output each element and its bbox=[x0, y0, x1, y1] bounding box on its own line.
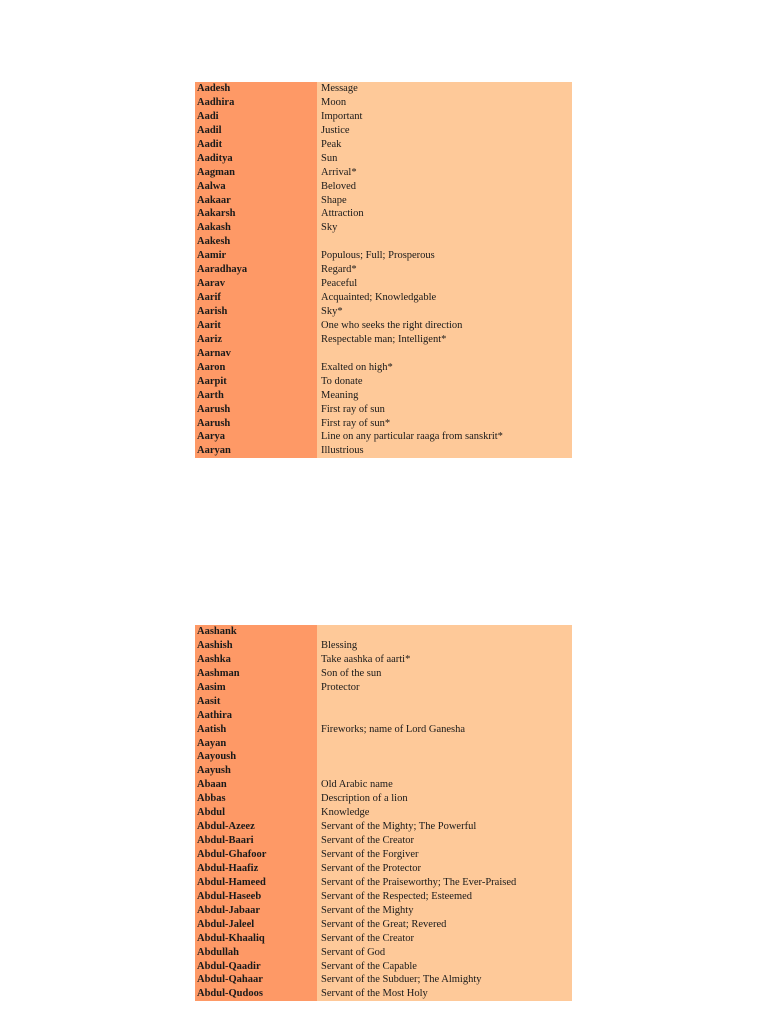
table-row bbox=[195, 904, 572, 918]
table-row bbox=[195, 918, 572, 932]
name-cell: Aashman bbox=[195, 667, 317, 681]
name-cell: Aarit bbox=[195, 319, 317, 333]
name-cell: Aagman bbox=[195, 166, 317, 180]
table-row bbox=[195, 834, 572, 848]
meaning-cell: Description of a lion bbox=[317, 792, 572, 806]
name-cell: Abdul-Jabaar bbox=[195, 904, 317, 918]
meaning-cell bbox=[317, 347, 572, 361]
meaning-cell: First ray of sun* bbox=[317, 417, 572, 431]
meaning-cell: Take aashka of aarti* bbox=[317, 653, 572, 667]
table-row bbox=[195, 444, 572, 458]
meaning-cell: Peaceful bbox=[317, 277, 572, 291]
name-cell: Aathira bbox=[195, 709, 317, 723]
meaning-cell: Servant of the Capable bbox=[317, 960, 572, 974]
meaning-cell bbox=[317, 625, 572, 639]
name-cell: Aakarsh bbox=[195, 207, 317, 221]
name-cell: Aarush bbox=[195, 417, 317, 431]
name-cell: Aaradhaya bbox=[195, 263, 317, 277]
meaning-cell: Line on any particular raaga from sanskrit* bbox=[317, 430, 572, 444]
table-row bbox=[195, 249, 572, 263]
name-cell: Abdul-Ghafoor bbox=[195, 848, 317, 862]
table-row bbox=[195, 166, 572, 180]
meaning-cell: Servant of God bbox=[317, 946, 572, 960]
names-table-1 bbox=[195, 82, 572, 458]
meaning-cell bbox=[317, 709, 572, 723]
meaning-cell: Shape bbox=[317, 194, 572, 208]
meaning-cell: Servant of the Protector bbox=[317, 862, 572, 876]
name-cell: Abdul-Qudoos bbox=[195, 987, 317, 1001]
name-cell: Aamir bbox=[195, 249, 317, 263]
meaning-cell: Servant of the Great; Revered bbox=[317, 918, 572, 932]
table-row bbox=[195, 639, 572, 653]
meaning-cell: Acquainted; Knowledgable bbox=[317, 291, 572, 305]
name-cell: Abdullah bbox=[195, 946, 317, 960]
meaning-cell: Regard* bbox=[317, 263, 572, 277]
name-cell: Abbas bbox=[195, 792, 317, 806]
meaning-cell: Message bbox=[317, 82, 572, 96]
meaning-cell bbox=[317, 695, 572, 709]
name-cell: Abdul-Baari bbox=[195, 834, 317, 848]
table-row bbox=[195, 737, 572, 751]
table-row bbox=[195, 291, 572, 305]
meaning-cell: Servant of the Most Holy bbox=[317, 987, 572, 1001]
name-cell: Aarpit bbox=[195, 375, 317, 389]
meaning-cell: Son of the sun bbox=[317, 667, 572, 681]
name-cell: Aarish bbox=[195, 305, 317, 319]
table-row bbox=[195, 82, 572, 96]
table-row bbox=[195, 806, 572, 820]
table-row bbox=[195, 389, 572, 403]
table-row bbox=[195, 375, 572, 389]
meaning-cell: Old Arabic name bbox=[317, 778, 572, 792]
table-row bbox=[195, 152, 572, 166]
table-row bbox=[195, 347, 572, 361]
table-row bbox=[195, 305, 572, 319]
name-cell: Abdul-Haafiz bbox=[195, 862, 317, 876]
table-1-body bbox=[195, 82, 572, 458]
name-cell: Aarav bbox=[195, 277, 317, 291]
name-cell: Aashish bbox=[195, 639, 317, 653]
name-cell: Aariz bbox=[195, 333, 317, 347]
name-cell: Aakash bbox=[195, 221, 317, 235]
name-cell: Abdul-Hameed bbox=[195, 876, 317, 890]
name-cell: Aaron bbox=[195, 361, 317, 375]
table-row bbox=[195, 207, 572, 221]
table-row bbox=[195, 430, 572, 444]
meaning-cell bbox=[317, 737, 572, 751]
meaning-cell: Servant of the Mighty; The Powerful bbox=[317, 820, 572, 834]
meaning-cell: Justice bbox=[317, 124, 572, 138]
table-row bbox=[195, 960, 572, 974]
meaning-cell: Servant of the Creator bbox=[317, 834, 572, 848]
name-cell: Aaditya bbox=[195, 152, 317, 166]
table-row bbox=[195, 277, 572, 291]
meaning-cell: Moon bbox=[317, 96, 572, 110]
meaning-cell: One who seeks the right direction bbox=[317, 319, 572, 333]
table-row bbox=[195, 667, 572, 681]
meaning-cell: Fireworks; name of Lord Ganesha bbox=[317, 723, 572, 737]
table-row bbox=[195, 820, 572, 834]
table-row bbox=[195, 625, 572, 639]
table-row bbox=[195, 180, 572, 194]
table-row bbox=[195, 862, 572, 876]
name-cell: Aadit bbox=[195, 138, 317, 152]
table-row bbox=[195, 319, 572, 333]
table-row bbox=[195, 403, 572, 417]
table-row bbox=[195, 946, 572, 960]
name-cell: Aarif bbox=[195, 291, 317, 305]
meaning-cell: Servant of the Praiseworthy; The Ever-Praised bbox=[317, 876, 572, 890]
name-cell: Abdul-Azeez bbox=[195, 820, 317, 834]
meaning-cell: Attraction bbox=[317, 207, 572, 221]
table-row bbox=[195, 221, 572, 235]
names-table-2 bbox=[195, 625, 572, 1001]
table-row bbox=[195, 876, 572, 890]
meaning-cell: Respectable man; Intelligent* bbox=[317, 333, 572, 347]
name-cell: Abdul-Jaleel bbox=[195, 918, 317, 932]
table-row bbox=[195, 333, 572, 347]
table-row bbox=[195, 681, 572, 695]
meaning-cell: Populous; Full; Prosperous bbox=[317, 249, 572, 263]
name-cell: Aasit bbox=[195, 695, 317, 709]
table-row bbox=[195, 124, 572, 138]
meaning-cell: Exalted on high* bbox=[317, 361, 572, 375]
meaning-cell bbox=[317, 235, 572, 249]
table-row bbox=[195, 138, 572, 152]
table-row bbox=[195, 194, 572, 208]
table-row bbox=[195, 417, 572, 431]
name-cell: Aadil bbox=[195, 124, 317, 138]
name-cell: Aarth bbox=[195, 389, 317, 403]
meaning-cell: Blessing bbox=[317, 639, 572, 653]
table-row bbox=[195, 235, 572, 249]
meaning-cell: Protector bbox=[317, 681, 572, 695]
table-row bbox=[195, 723, 572, 737]
name-cell: Aarya bbox=[195, 430, 317, 444]
name-cell: Abaan bbox=[195, 778, 317, 792]
table-row bbox=[195, 764, 572, 778]
meaning-cell: Meaning bbox=[317, 389, 572, 403]
meaning-cell: Sky bbox=[317, 221, 572, 235]
meaning-cell: Servant of the Subduer; The Almighty bbox=[317, 973, 572, 987]
table-row bbox=[195, 361, 572, 375]
table-row bbox=[195, 653, 572, 667]
table-2-body bbox=[195, 625, 572, 1001]
name-cell: Aakesh bbox=[195, 235, 317, 249]
name-cell: Aalwa bbox=[195, 180, 317, 194]
name-cell: Abdul bbox=[195, 806, 317, 820]
name-cell: Abdul-Khaaliq bbox=[195, 932, 317, 946]
meaning-cell: Important bbox=[317, 110, 572, 124]
table-row bbox=[195, 709, 572, 723]
meaning-cell: Servant of the Creator bbox=[317, 932, 572, 946]
table-row bbox=[195, 932, 572, 946]
table-row bbox=[195, 987, 572, 1001]
name-cell: Aarnav bbox=[195, 347, 317, 361]
name-cell: Abdul-Qahaar bbox=[195, 973, 317, 987]
meaning-cell: Servant of the Forgiver bbox=[317, 848, 572, 862]
meaning-cell: Sun bbox=[317, 152, 572, 166]
meaning-cell: Servant of the Respected; Esteemed bbox=[317, 890, 572, 904]
meaning-cell: First ray of sun bbox=[317, 403, 572, 417]
meaning-cell: To donate bbox=[317, 375, 572, 389]
table-row bbox=[195, 695, 572, 709]
name-cell: Abdul-Qaadir bbox=[195, 960, 317, 974]
meaning-cell: Beloved bbox=[317, 180, 572, 194]
name-cell: Aadesh bbox=[195, 82, 317, 96]
table-row bbox=[195, 96, 572, 110]
table-row bbox=[195, 848, 572, 862]
name-cell: Aadhira bbox=[195, 96, 317, 110]
name-cell: Aadi bbox=[195, 110, 317, 124]
meaning-cell: Illustrious bbox=[317, 444, 572, 458]
meaning-cell: Servant of the Mighty bbox=[317, 904, 572, 918]
table-row bbox=[195, 890, 572, 904]
name-cell: Aashank bbox=[195, 625, 317, 639]
name-cell: Aasim bbox=[195, 681, 317, 695]
name-cell: Aashka bbox=[195, 653, 317, 667]
meaning-cell: Sky* bbox=[317, 305, 572, 319]
table-row bbox=[195, 778, 572, 792]
meaning-cell bbox=[317, 764, 572, 778]
table-row bbox=[195, 750, 572, 764]
name-cell: Aaryan bbox=[195, 444, 317, 458]
meaning-cell: Arrival* bbox=[317, 166, 572, 180]
name-cell: Aarush bbox=[195, 403, 317, 417]
name-cell: Aatish bbox=[195, 723, 317, 737]
table-row bbox=[195, 973, 572, 987]
table-row bbox=[195, 263, 572, 277]
name-cell: Aayoush bbox=[195, 750, 317, 764]
table-row bbox=[195, 110, 572, 124]
meaning-cell: Knowledge bbox=[317, 806, 572, 820]
meaning-cell bbox=[317, 750, 572, 764]
name-cell: Aayan bbox=[195, 737, 317, 751]
name-cell: Aakaar bbox=[195, 194, 317, 208]
name-cell: Abdul-Haseeb bbox=[195, 890, 317, 904]
meaning-cell: Peak bbox=[317, 138, 572, 152]
name-cell: Aayush bbox=[195, 764, 317, 778]
table-row bbox=[195, 792, 572, 806]
